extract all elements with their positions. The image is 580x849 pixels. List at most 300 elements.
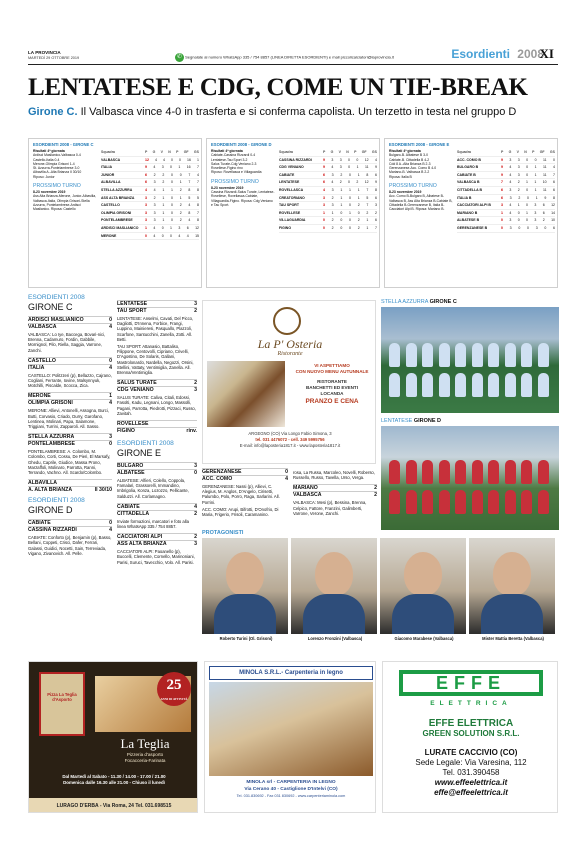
score-row	[117, 300, 197, 307]
column-1	[28, 294, 112, 560]
stat: 16	[186, 165, 191, 170]
shirt-icon	[303, 594, 365, 634]
osteria-line6: PRANZO E CENA	[305, 398, 359, 405]
osteria-address: ARGEGNO (CO) Via Longo Fabio Simona, 3	[248, 431, 332, 436]
minola-line2: Via Cerano 40 - Castiglione D'Intelvi (CO)	[244, 786, 338, 792]
player-figure	[439, 343, 450, 367]
score-row	[28, 486, 112, 493]
result-line: Cabiate-Cassina Rizzardi 0-4	[211, 153, 256, 158]
stat: 1	[357, 195, 360, 200]
teglia-logo-icon: Pizza La Teglia d'Asporto	[39, 672, 85, 736]
standings-row	[101, 157, 199, 165]
stat: 1	[366, 225, 369, 230]
stat: 4	[178, 233, 181, 238]
stat: 12	[551, 203, 555, 208]
away-score: rinv.	[186, 428, 197, 435]
stat: 1	[171, 187, 173, 192]
standings-header: Squadra P G V N P GF GS	[101, 149, 199, 157]
team-photo-label: LENTATESE GIRONE D	[381, 418, 442, 424]
score-row	[117, 462, 197, 469]
stat: 3	[331, 187, 334, 192]
stat: 8	[553, 195, 555, 200]
stat: 0	[349, 218, 351, 223]
player-figure	[422, 373, 433, 397]
player-figure	[472, 460, 483, 484]
player-figure	[538, 460, 549, 484]
player-figure	[406, 343, 417, 367]
stat: 3	[535, 225, 538, 230]
stat: 6	[186, 225, 189, 230]
stat: 1	[534, 187, 537, 192]
stat: 1	[356, 165, 359, 170]
standings-row	[457, 225, 555, 233]
home-team: ALBAVILLA	[28, 480, 58, 487]
minola-name: MINOLA S.R.L.- Carpenteria in legno	[209, 666, 373, 680]
points: 3	[323, 203, 325, 208]
score-row	[28, 323, 112, 330]
away-team: CITTADELLA	[117, 510, 150, 517]
stat: 3	[331, 172, 334, 177]
home-score: 1	[109, 393, 112, 400]
stat: 3	[517, 172, 520, 177]
team-name: CITTADELLA B	[457, 187, 483, 192]
protagonist-card	[202, 538, 290, 650]
points: 6	[501, 187, 503, 192]
column-2	[117, 300, 197, 569]
score-row	[117, 420, 197, 427]
minola-line1: MINOLA srl - CARPENTERIA IN LEGNO	[246, 780, 336, 785]
shirt-icon	[481, 594, 543, 634]
effe-name: EFFE ELETTRICA	[428, 718, 514, 729]
stat: 3	[509, 218, 512, 223]
standings-header: Squadra P G V N P GF GS	[457, 149, 555, 157]
stat: 1	[162, 195, 165, 200]
player-figure	[505, 373, 516, 397]
standings-row	[279, 195, 377, 203]
player-photo	[469, 538, 555, 634]
home-team: BULGARO	[117, 463, 144, 470]
score-row	[293, 491, 377, 498]
results-label: Risultati 4ª giornata	[211, 149, 243, 153]
stat: 3	[534, 210, 537, 215]
protagonist-caption: Lorenzo Fronzini (Valbasca)	[307, 636, 363, 641]
stat: 11	[542, 157, 547, 162]
home-score: 0	[109, 317, 112, 323]
stat: 0	[340, 225, 343, 230]
result-line: Riposa: Italia B	[389, 174, 412, 179]
player-figure	[488, 460, 499, 484]
standings-row	[279, 179, 377, 187]
standings-row	[279, 172, 377, 180]
away-team: FIGINO	[117, 428, 135, 435]
stat: 12	[195, 225, 199, 230]
page-number: XI	[539, 46, 554, 61]
home-team: CACCIATORI ALPI	[117, 534, 163, 541]
stat: 2	[331, 218, 334, 223]
score-row	[28, 364, 112, 371]
team-name: BULGARO B	[457, 165, 479, 170]
home-team: LENTATESE	[117, 301, 148, 307]
stat: 2	[357, 225, 360, 230]
stat: 0	[340, 218, 343, 223]
result-line: St. Azzurra-Pontelambrese 3-0	[33, 166, 80, 171]
home-score: 0	[285, 469, 288, 475]
player-figure	[505, 343, 516, 367]
match-block	[28, 433, 112, 475]
stat: 5	[188, 195, 191, 200]
team-name: VALBASCA	[101, 157, 121, 162]
protagonist-caption: Giacomo Marabese (Valbasca)	[394, 636, 454, 641]
stat: 1	[170, 225, 172, 230]
next-date: 8-23 novembre 2019	[389, 190, 422, 195]
player-figure	[538, 373, 549, 397]
stat: 3	[509, 195, 512, 200]
result-line: Ardisci Maslianico-Valbasca 0-4	[33, 153, 81, 158]
match-block	[28, 392, 112, 429]
stat: 1	[340, 195, 343, 200]
standings-row	[101, 217, 199, 225]
player-figure	[472, 490, 483, 514]
stat: 10	[542, 180, 547, 185]
stat: 2	[517, 187, 520, 192]
subheadline-text: Il Valbasca vince 4-0 in trasferta e si conferma capolista. Un terzetto in testa nel gruppo D	[80, 106, 517, 118]
stat: 2	[542, 218, 545, 223]
stat: 4	[162, 157, 165, 162]
score-row	[28, 440, 112, 447]
stat: 2	[153, 172, 156, 177]
match-block	[117, 533, 197, 565]
stat: 0	[526, 203, 528, 208]
stat: 0	[527, 195, 529, 200]
section-tag: ESORDIENTI 2008	[28, 497, 85, 505]
stat: 4	[153, 165, 156, 170]
away-score: 2	[194, 308, 197, 314]
stat: 3	[153, 203, 156, 208]
player-figure	[521, 373, 532, 397]
stat: 0	[349, 195, 351, 200]
away-score: 4	[109, 527, 112, 534]
away-team: VALBASCA	[28, 324, 57, 330]
player-figure	[439, 490, 450, 514]
stat: 8	[188, 187, 191, 192]
stat: 4	[331, 165, 334, 170]
match-block	[117, 379, 197, 416]
lineup-text: CACCIATORI ALPI: Paoanello (p), Buccelli, Clemente, Cornello, Marinoniani, Parisi, Suruci, Tavecchio, Volo. All. Parisi.	[117, 549, 195, 565]
results-panel	[33, 149, 97, 212]
stat: 0	[349, 203, 351, 208]
standings-row	[279, 225, 377, 233]
standings-row	[279, 202, 377, 210]
stat: 2	[357, 203, 360, 208]
points: 9	[501, 157, 503, 162]
standings-row	[279, 157, 377, 165]
stat: 0	[171, 172, 173, 177]
points: 6	[145, 180, 147, 185]
stat: 0	[553, 157, 555, 162]
protagonist-caption: Roberto Turini (Ol. Grisoni)	[219, 636, 273, 641]
points: 9	[145, 165, 147, 170]
stat: 2	[375, 210, 377, 215]
stat: 0	[340, 210, 343, 215]
stat: 5	[366, 195, 369, 200]
years-badge: 25 ANNI DI ATTIVITÀ	[157, 672, 191, 706]
player-figure	[488, 490, 499, 514]
lineup-text: ALBATESE: Alfieri, Colello, Coppola, Famalari, Grassorelli, Immandino, Imbrigolia, Konza, Lozozzo, Pellicante, Salduzzi. All. Corlamagno.	[117, 478, 189, 499]
player-figure	[406, 490, 417, 514]
face-icon	[315, 552, 353, 596]
points: 7	[501, 180, 503, 185]
standings-table	[457, 149, 555, 233]
team-name: JUNIOR	[101, 172, 115, 177]
score-row	[28, 519, 112, 526]
stat: 8	[375, 187, 377, 192]
points: 0	[145, 233, 147, 238]
score-row	[117, 307, 197, 314]
home-team: ARDISCI MASLIANICO	[28, 317, 84, 323]
standings-row	[279, 217, 377, 225]
result-line: Lentatese-Tau Sport 3-2	[211, 157, 248, 162]
stat: 0	[179, 172, 182, 177]
away-score: 4	[109, 400, 112, 407]
teglia-address: LURAGO D'ERBA - Via Roma, 24 Tel. 031.698515	[29, 798, 198, 813]
team-name: ROVELLESE	[279, 210, 301, 215]
away-score: 2	[194, 510, 197, 517]
food-photo	[207, 361, 285, 427]
points: 0	[501, 218, 503, 223]
standings-header: Squadra P G V N P GF GS	[279, 149, 377, 157]
stat: 11	[364, 165, 369, 170]
player-figure	[505, 490, 516, 514]
points: 0	[501, 225, 503, 230]
player-figure	[406, 460, 417, 484]
stat: 2	[518, 195, 521, 200]
result-line: Bulgaro-B. Albatese B 3-0	[389, 153, 429, 158]
stat: 9	[375, 165, 377, 170]
team-name: CASSINA RIZZARDI	[279, 157, 312, 162]
stat: 0	[170, 233, 172, 238]
stat: 5	[197, 195, 199, 200]
stat: 0	[161, 225, 164, 230]
stat: 0	[526, 157, 529, 162]
lineup-text: CABIATE: Conforto (p), Benjamin (p), Basso, Bellani, Coppeti, Crisci, Dafer, Ferrari, Galassi, Guidici, Nocetti, Sain, Terreviada, Vigano, Zivanovich. All. Pelle.	[28, 535, 112, 556]
headline: LENTATESE E CDG, COME UN TIE-BREAK	[28, 74, 528, 101]
osteria-email: E-mail: info@laposteria1817.it - www.laposteria1817.it	[239, 443, 341, 448]
stat: 2	[162, 180, 165, 185]
stat: 3	[509, 225, 512, 230]
stat: 0	[171, 218, 173, 223]
player-figure	[406, 373, 417, 397]
stat: 1	[340, 187, 343, 192]
team-name: CDG VENIANO	[279, 165, 304, 170]
result-line: Riposo: Junior	[33, 174, 55, 179]
section-tag: ESORDIENTI 2008	[117, 440, 174, 448]
match-block	[202, 468, 288, 517]
player-figure	[389, 343, 400, 367]
stat: 16	[187, 157, 191, 162]
subheadline	[28, 106, 558, 118]
standings-box	[28, 138, 202, 288]
match-block	[293, 470, 377, 480]
points: 3	[323, 195, 325, 200]
points: 4	[323, 187, 325, 192]
next-date: 8-23 novembre 2019	[211, 185, 244, 190]
next-date: 8-23 novembre 2019	[33, 190, 66, 195]
stat: 4	[153, 225, 156, 230]
points: 9	[323, 157, 325, 162]
score-row	[28, 526, 112, 533]
stat: 0	[526, 218, 528, 223]
team-photo-lentatese	[381, 426, 559, 530]
stat: 3	[331, 203, 334, 208]
stat: 0	[518, 225, 521, 230]
stat: 3	[534, 218, 537, 223]
stat: 0	[348, 157, 350, 162]
stat: 3	[509, 187, 512, 192]
stat: 8	[197, 187, 199, 192]
osteria-phone: tel. 031 4476072 - cell. 349 5995756	[255, 437, 325, 442]
stat: 1	[366, 218, 369, 223]
column-4	[293, 468, 377, 520]
team-name: CABIATE B	[457, 172, 476, 177]
team-name: ROVELLASCA	[279, 187, 304, 192]
score-row	[117, 427, 197, 434]
score-row	[117, 503, 197, 510]
result-line: Cabiate-B. Cittadella B 4-2	[389, 157, 430, 162]
stat: 0	[171, 180, 173, 185]
stat: 2	[179, 218, 182, 223]
away-team: ITALIA	[28, 364, 45, 371]
box-title: ESORDIENTI 2008 - GIRONE C	[33, 142, 94, 147]
stat: 1	[526, 210, 528, 215]
next-label: PROSSIMO TURNO	[389, 183, 437, 190]
lineup-text: GERENZANESE: Nassi (p), Allievi, C. Alegius, M. Anglos, D'Angelo, Cirisetti, Palumbo, Polo, Porro, Raga, Sarlarini. All. Porrini.	[202, 484, 280, 505]
points: 1	[323, 210, 325, 215]
roof-photo	[209, 682, 373, 776]
team-name: CASTELLO	[101, 203, 120, 208]
standings-box	[206, 138, 380, 288]
stat: 1	[179, 180, 182, 185]
team-name: CREATORIANO	[279, 195, 305, 200]
stat: 8	[197, 218, 199, 223]
effe-name2: GREEN SOLUTION S.R.L.	[422, 729, 520, 738]
home-score: 3	[194, 301, 197, 307]
score-row	[117, 510, 197, 517]
stat: 0	[349, 225, 351, 230]
results-label: Risultati 4ª giornata	[33, 149, 65, 153]
stat: 2	[162, 172, 165, 177]
points: 6	[323, 180, 325, 185]
teglia-sub1: Pizzeria d'asporto	[126, 752, 164, 757]
stat: 0	[171, 195, 173, 200]
away-team: ALBATESE	[117, 470, 145, 477]
team-name: ITALIA B	[457, 195, 472, 200]
stat: 3	[331, 157, 334, 162]
points: 3	[501, 203, 503, 208]
stat: 1	[178, 165, 181, 170]
protagonist-card	[380, 538, 468, 650]
player-figure	[472, 343, 483, 367]
stat: 1	[357, 172, 360, 177]
player-figure	[439, 460, 450, 484]
stat: 0	[534, 157, 537, 162]
points: 1	[501, 210, 503, 215]
team-name: OLIMPIA GRISONI	[101, 210, 132, 215]
away-score: 4	[285, 476, 288, 482]
effe-ad	[382, 661, 558, 813]
points: 6	[323, 172, 325, 177]
away-team: VALBASCA	[293, 492, 322, 499]
player-figure	[455, 343, 466, 367]
away-team: ACC. COMO	[202, 476, 233, 482]
subheadline-lead: Girone C.	[28, 106, 78, 118]
result-line: Albavilla A.-Alta Brianza II 30/10	[33, 170, 82, 175]
stat: 4	[154, 157, 157, 162]
standings-box	[384, 138, 558, 288]
stat: 12	[364, 157, 369, 162]
home-score: 2	[194, 380, 197, 387]
match-block	[117, 420, 197, 434]
lineup-text: CASTELLO: Politzzeri (p), Bellazzo, Cajrano, Cogliani, Ferrante, Iovine, Malsynnyuk, Motchilli, Piscalde, Scocca, Zica.	[28, 372, 112, 389]
standings-row	[457, 179, 555, 187]
match-block	[293, 484, 377, 516]
stat: 2	[339, 180, 342, 185]
standings-row	[457, 164, 555, 172]
osteria-line3: RISTORANTE	[317, 379, 347, 384]
team-name: VILLAGUARDIA	[279, 218, 306, 223]
standings-row	[457, 210, 555, 218]
team-name: MARIANO B	[457, 210, 478, 215]
score-row	[117, 379, 197, 386]
stat: 9	[375, 180, 377, 185]
lineup-text: MERONE: Allievi, Antonelli, Assogna, Burci, Butti, Corvasio, Criado, Durry, Garofano, Lentinea, Molinari, Papa, Salamone, Triggiani, Turrini, Zapparoli. All. Sasso.	[28, 408, 109, 430]
team-photo-stella-azzurra	[381, 307, 559, 413]
home-score: 4	[194, 503, 197, 510]
stat: 6	[375, 195, 377, 200]
stat: 4	[553, 165, 555, 170]
teglia-hours1: Dal Martedì al Sabato - 11.30 / 14.00 - 17.00 / 21.00	[62, 774, 166, 779]
header-rule	[28, 64, 558, 65]
score-row	[28, 357, 112, 364]
stat: 1	[179, 195, 182, 200]
protagonist-card	[469, 538, 557, 650]
stat: 3	[339, 157, 342, 162]
player-figure	[422, 490, 433, 514]
player-figure	[455, 460, 466, 484]
standings-row	[457, 157, 555, 165]
standings-table	[101, 149, 199, 240]
group-title: GIRONE D	[28, 505, 73, 516]
home-score: 3	[109, 434, 112, 441]
points: 6	[501, 195, 503, 200]
stat: 12	[364, 180, 369, 185]
match-block	[28, 316, 112, 353]
lineup-text: Inviate formazioni, marcatori e foto alla linea WhatsApp 335 / 754 8857.	[117, 518, 189, 530]
osteria-name: La P' Osteria	[257, 337, 323, 351]
points: 4	[145, 187, 147, 192]
away-team: ASS ALTA BRIANZA	[117, 541, 167, 548]
stat: 7	[553, 172, 555, 177]
player-photo	[380, 538, 466, 634]
group-title: GIRONE C	[28, 302, 73, 312]
player-figure	[455, 373, 466, 397]
player-figure	[521, 343, 532, 367]
score-row	[28, 392, 112, 399]
group-title: GIRONE E	[117, 448, 162, 459]
stat: 0	[348, 180, 350, 185]
section-title: Esordienti	[451, 47, 510, 61]
player-figure	[389, 460, 400, 484]
column-3	[202, 468, 288, 521]
